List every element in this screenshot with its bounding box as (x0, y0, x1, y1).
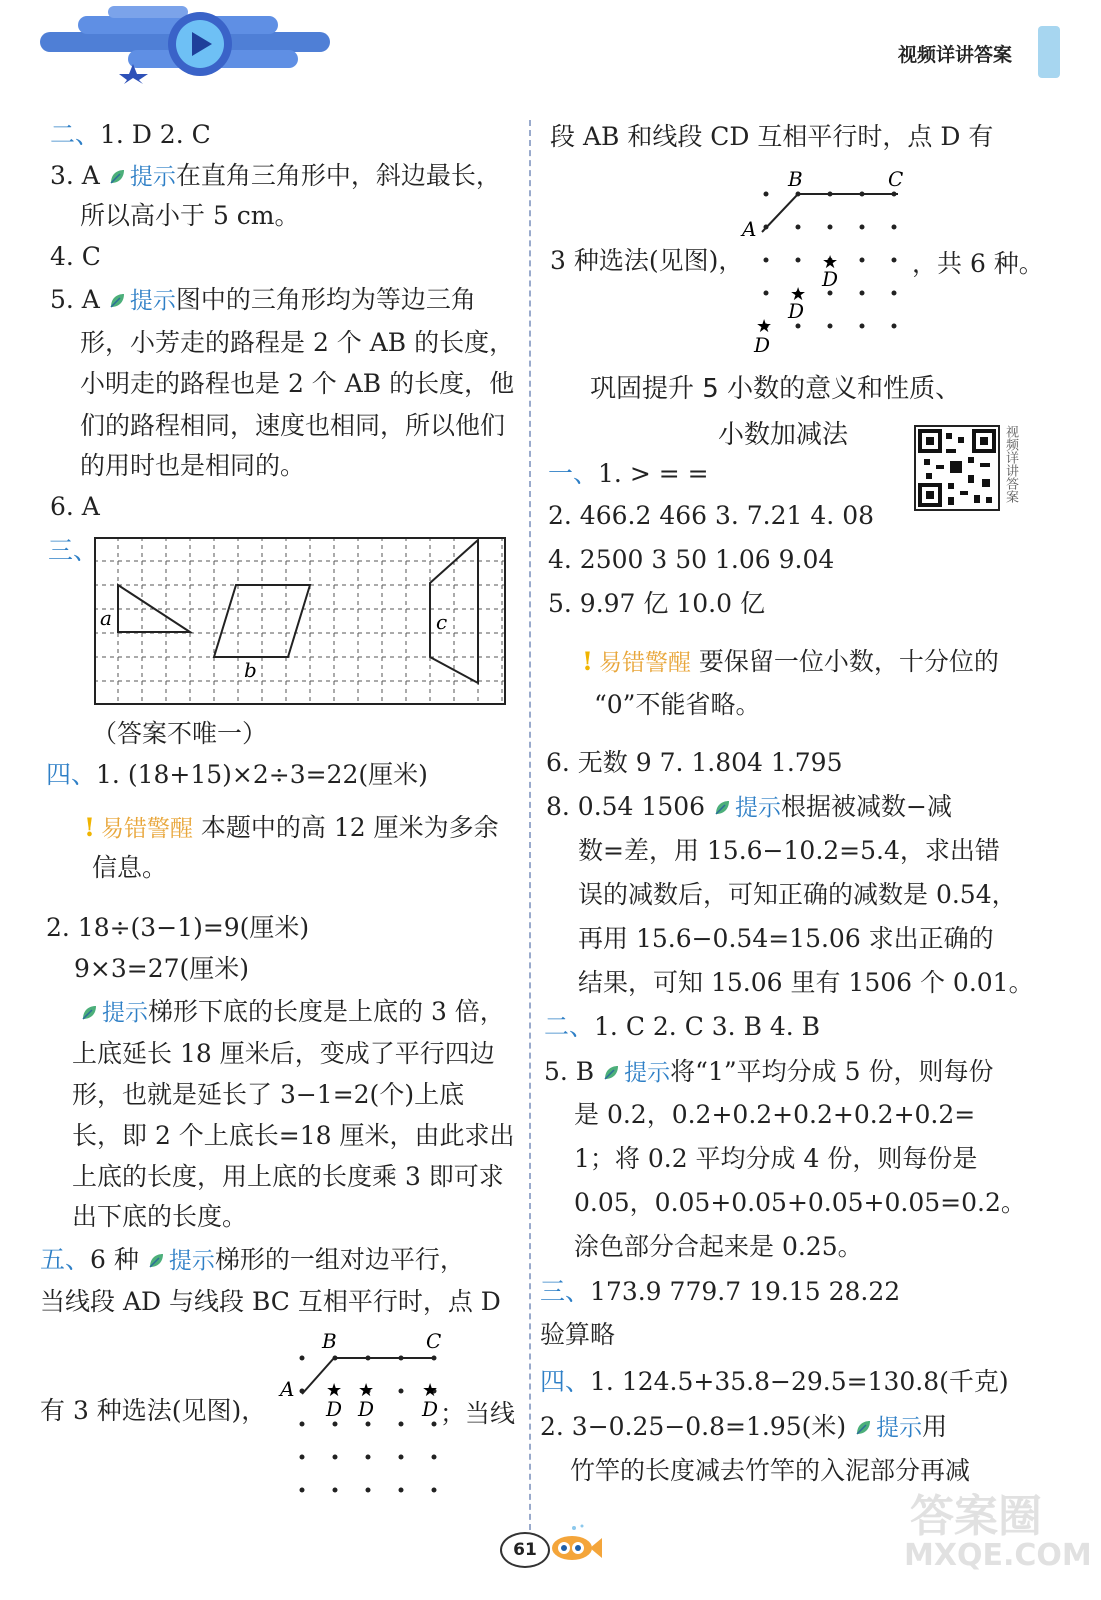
answer-text: （答案不唯一） (92, 719, 268, 748)
star-icon: ★ (756, 316, 773, 337)
answer-text: 在直角三角形中，斜边最长， (175, 161, 501, 190)
answer-text: 再用 15.6−0.54=15.06 求出正确的 (578, 924, 994, 953)
right-text-line (540, 1410, 947, 1445)
hint-leaf-icon (147, 1252, 165, 1270)
lattice-dot (432, 1422, 437, 1427)
section-title-line1: 巩固提升 5 小数的意义和性质、 (590, 374, 962, 404)
answer-text: 1. 124.5+35.8−29.5=130.8(千克) (590, 1367, 1009, 1396)
label-B-right: B (788, 167, 803, 191)
label-D-left-2: D (358, 1397, 375, 1421)
answer-text: 所以高小于 5 cm。 (80, 201, 300, 230)
answer-text: 要保留一位小数，十分位的 (690, 647, 999, 676)
hint-leaf-icon (602, 1064, 620, 1082)
answer-text: 2. 3−0.25−0.8=1.95(米) (540, 1412, 847, 1441)
left-text-line (40, 1285, 501, 1319)
left-text-line (48, 534, 98, 568)
left-text-line (40, 1394, 266, 1428)
lattice-dot (796, 258, 801, 263)
answer-text: 图中的三角形均为等边三角 (175, 285, 476, 314)
fish-icon (544, 1522, 604, 1566)
answer-text: 1. > = = (598, 459, 709, 488)
lattice-dot (796, 324, 801, 329)
hint-label: 提示 (876, 1415, 923, 1441)
grid-label-a: a (100, 606, 112, 630)
label-D-right-2: D (788, 299, 805, 323)
left-text-line (40, 1243, 465, 1278)
warning-icon: ! (582, 647, 593, 676)
warning-label: 易错警醒 (598, 650, 691, 676)
answer-text: ；当线 (440, 1399, 516, 1428)
qr-pattern (916, 427, 998, 509)
answer-text: 涂色部分合起来是 0.25。 (574, 1232, 863, 1261)
answer-text: 数=差，用 15.6−10.2=5.4，求出错 (578, 836, 1000, 865)
section-number: 二、 (544, 1012, 595, 1041)
answer-text: 们的路程相同，速度也相同，所以他们 (80, 411, 506, 440)
label-A-right: A (742, 217, 757, 241)
lattice-dot (892, 291, 897, 296)
lattice-dot (764, 258, 769, 263)
answer-text: 8. 0.54 1506 (546, 792, 706, 821)
lattice-dot (300, 1455, 305, 1460)
answer-text: 出下底的长度。 (72, 1202, 248, 1231)
lattice-dot (860, 324, 865, 329)
right-text-line (574, 1186, 1026, 1220)
hint-leaf-icon (713, 799, 731, 817)
grid-label-c: c (436, 610, 448, 634)
lattice-dot (892, 258, 897, 263)
answer-text: 有 3 种选法(见图)， (40, 1396, 267, 1425)
watermark-line2: MXQE.COM (904, 1538, 1092, 1573)
right-text-line (544, 1055, 993, 1090)
answer-text: 小明走的路程也是 2 个 AB 的长度，他 (80, 369, 515, 398)
star-icon: ★ (422, 1380, 439, 1401)
left-text-line (72, 995, 505, 1030)
hint-leaf-icon (80, 1004, 98, 1022)
left-text-line (74, 952, 249, 986)
left-text-line (72, 1078, 464, 1112)
answer-text: 是 0.2，0.2+0.2+0.2+0.2+0.2= (574, 1100, 976, 1129)
lattice-dot (333, 1488, 338, 1493)
right-text-line (548, 587, 765, 621)
answer-text: 5. A (50, 285, 100, 314)
answer-text: 0.05，0.05+0.05+0.05+0.05=0.2。 (574, 1188, 1026, 1217)
right-text-line (540, 1365, 1009, 1399)
section-number: 五、 (40, 1245, 91, 1274)
right-text-line (912, 247, 1044, 281)
left-text-line (46, 758, 428, 792)
right-text-line (582, 645, 999, 680)
lattice-dot (300, 1356, 305, 1361)
lattice-dot (399, 1488, 404, 1493)
right-text-line (546, 746, 843, 780)
answer-text: 1. D 2. C (100, 120, 211, 149)
lattice-dot (860, 225, 865, 230)
lattice-dot (892, 324, 897, 329)
label-A-left: A (280, 1377, 295, 1401)
lattice-dot (399, 1455, 404, 1460)
warning-icon: ! (84, 813, 95, 842)
right-text-line (594, 688, 760, 722)
left-text-line (84, 811, 499, 846)
label-C-right: C (888, 167, 904, 191)
hint-label: 提示 (102, 1000, 148, 1026)
lattice-dot (432, 1488, 437, 1493)
left-text-line (72, 1119, 515, 1153)
hint-label: 提示 (129, 288, 176, 314)
lattice-dot (828, 291, 833, 296)
right-text-line (550, 244, 743, 278)
hint-leaf-icon (108, 168, 126, 186)
star-icon: ★ (358, 1380, 375, 1401)
warning-label: 易错警醒 (100, 816, 193, 842)
header-title: 视频详讲答案 (898, 44, 1013, 66)
answer-text: 173.9 779.7 19.15 28.22 (590, 1277, 901, 1306)
right-text-line (544, 1010, 820, 1044)
left-text-line (80, 326, 514, 360)
left-text-line (92, 851, 167, 885)
answer-text: 结果，可知 15.06 里有 1506 个 0.01。 (578, 968, 1034, 997)
lattice-dot (764, 291, 769, 296)
left-text-line (50, 283, 476, 318)
star-icon: ★ (326, 1380, 343, 1401)
right-text-line (540, 1275, 900, 1309)
answer-text: 3. A (50, 161, 100, 190)
answer-text: 梯形下底的长度是上底的 3 倍， (148, 997, 505, 1026)
lattice-dot (432, 1455, 437, 1460)
lattice-dot (828, 225, 833, 230)
lattice-dot (796, 225, 801, 230)
answer-text: ，共 6 种。 (912, 249, 1044, 278)
header-accent (1038, 26, 1060, 78)
section-number: 四、 (540, 1367, 591, 1396)
label-B-left: B (322, 1329, 337, 1353)
answer-text: 验算略 (540, 1320, 616, 1349)
hint-label: 提示 (168, 1248, 215, 1274)
left-text-line (46, 911, 309, 945)
lattice-dot (764, 192, 769, 197)
watermark-line1: 答案圈 (910, 1491, 1042, 1542)
answer-text: 形，小芳走的路程是 2 个 AB 的长度， (80, 328, 515, 357)
page-number: 61 (500, 1532, 550, 1568)
answer-text: 3 种选法(见图)， (550, 246, 744, 275)
right-text-line (574, 1098, 975, 1132)
lattice-dot (399, 1422, 404, 1427)
label-C-left: C (426, 1329, 442, 1353)
right-text-line (574, 1230, 863, 1264)
answer-text: 6 种 (90, 1245, 139, 1274)
right-text-line (548, 457, 709, 491)
left-text-line (50, 159, 501, 194)
left-text-line (50, 240, 101, 274)
qr-code[interactable] (914, 425, 1000, 511)
label-D-right-1: D (822, 267, 839, 291)
lattice-dot (860, 258, 865, 263)
answer-text: 当线段 AD 与线段 BC 互相平行时，点 D (40, 1287, 501, 1316)
answer-text: 1. (18+15)×2÷3=22(厘米) (96, 760, 428, 789)
right-text-line (578, 878, 1017, 912)
header-banner-art (38, 2, 338, 84)
label-D-right-3: D (754, 333, 771, 356)
qr-label: 视频详讲答案 (1003, 425, 1018, 503)
right-text-line (540, 1318, 615, 1352)
lattice-dot (300, 1488, 305, 1493)
left-text-line (72, 1200, 247, 1234)
dot-figure-right (738, 164, 918, 356)
dots-left (300, 1356, 437, 1493)
lattice-dot (366, 1488, 371, 1493)
left-text-line (80, 367, 514, 401)
answer-text: 2. 18÷(3−1)=9(厘米) (46, 913, 310, 942)
answer-text: 6. A (50, 492, 100, 521)
answer-text: 上底延长 18 厘米后，变成了平行四边 (72, 1039, 495, 1068)
hint-label: 提示 (624, 1060, 671, 1086)
section-number: 三、 (540, 1277, 591, 1306)
answer-text: 本题中的高 12 厘米为多余 (192, 813, 499, 842)
right-text-line (578, 834, 1000, 868)
lattice-dot (333, 1422, 338, 1427)
answer-text: 2. 466.2 466 3. 7.21 4. 08 (548, 501, 875, 530)
hint-label: 提示 (129, 164, 176, 190)
answer-text: 1. C 2. C 3. B 4. B (594, 1012, 821, 1041)
lattice-dot (366, 1422, 371, 1427)
answer-text: 9×3=27(厘米) (74, 954, 250, 983)
left-text-line (92, 717, 267, 751)
hint-label: 提示 (735, 795, 782, 821)
answer-text: “0”不能省略。 (594, 690, 761, 719)
answer-text: 的用时也是相同的。 (80, 451, 306, 480)
answer-text: 6. 无数 9 7. 1.804 1.795 (546, 748, 843, 777)
lattice-dot (366, 1455, 371, 1460)
answer-text: 4. C (50, 242, 101, 271)
answer-text: 上底的长度，用上底的长度乘 3 即可求 (72, 1162, 504, 1191)
answer-text: 根据被减数−减 (781, 792, 952, 821)
right-text-line (548, 499, 874, 533)
dot-figure-left (276, 1326, 460, 1496)
answer-text: 5. 9.97 亿 10.0 亿 (548, 589, 765, 618)
column-divider (529, 120, 531, 1550)
answer-text: 5. B (544, 1057, 595, 1086)
answer-text: 用 (922, 1412, 948, 1441)
right-text-line (578, 966, 1034, 1000)
answer-text: 竹竿的长度减去竹竿的入泥部分再减 (570, 1456, 971, 1485)
lattice-dot (828, 324, 833, 329)
answer-text: 1；将 0.2 平均分成 4 份，则每份是 (574, 1144, 978, 1173)
grid-figure (94, 537, 506, 707)
section-number: 四、 (46, 760, 97, 789)
answer-text: 误的减数后，可知正确的减数是 0.54， (578, 880, 1017, 909)
right-text-line (578, 922, 994, 956)
section-number: 一、 (548, 459, 599, 488)
answer-text: 4. 2500 3 50 1.06 9.04 (548, 545, 835, 574)
right-text-line (550, 120, 993, 154)
right-text-line (574, 1142, 977, 1176)
star-icon: ★ (790, 284, 807, 305)
lattice-dot (399, 1389, 404, 1394)
answer-text: 信息。 (92, 853, 168, 882)
hint-leaf-icon (854, 1419, 872, 1437)
section-title-line2: 小数加减法 (718, 420, 849, 450)
answer-text: 梯形的一组对边平行， (214, 1245, 465, 1274)
answer-text: 形，也就是延长了 3−1=2(个)上底 (72, 1080, 465, 1109)
answer-text: 段 AB 和线段 CD 互相平行时，点 D 有 (550, 122, 994, 151)
lattice-dot (892, 225, 897, 230)
left-text-line (50, 490, 100, 524)
left-text-line (72, 1160, 504, 1194)
left-text-line (80, 199, 300, 233)
right-text-line (546, 790, 952, 825)
star-icon: ★ (822, 252, 839, 273)
lattice-dot (300, 1422, 305, 1427)
left-text-line (50, 118, 211, 152)
right-text-line (548, 543, 834, 577)
section-number: 三、 (48, 536, 99, 565)
answer-text: 长，即 2 个上底长=18 厘米，由此求出 (72, 1121, 515, 1150)
watermark (900, 1480, 1090, 1590)
left-text-line (80, 409, 505, 443)
lattice-dot (333, 1455, 338, 1460)
section-number: 二、 (50, 120, 101, 149)
left-text-line (80, 449, 305, 483)
label-D-left-3: D (422, 1397, 439, 1421)
left-text-line (72, 1037, 495, 1071)
answer-text: 将“1”平均分成 5 份，则每份 (670, 1057, 994, 1086)
label-D-left-1: D (326, 1397, 343, 1421)
lattice-dot (860, 291, 865, 296)
hint-leaf-icon (108, 292, 126, 310)
grid-label-b: b (244, 658, 257, 682)
